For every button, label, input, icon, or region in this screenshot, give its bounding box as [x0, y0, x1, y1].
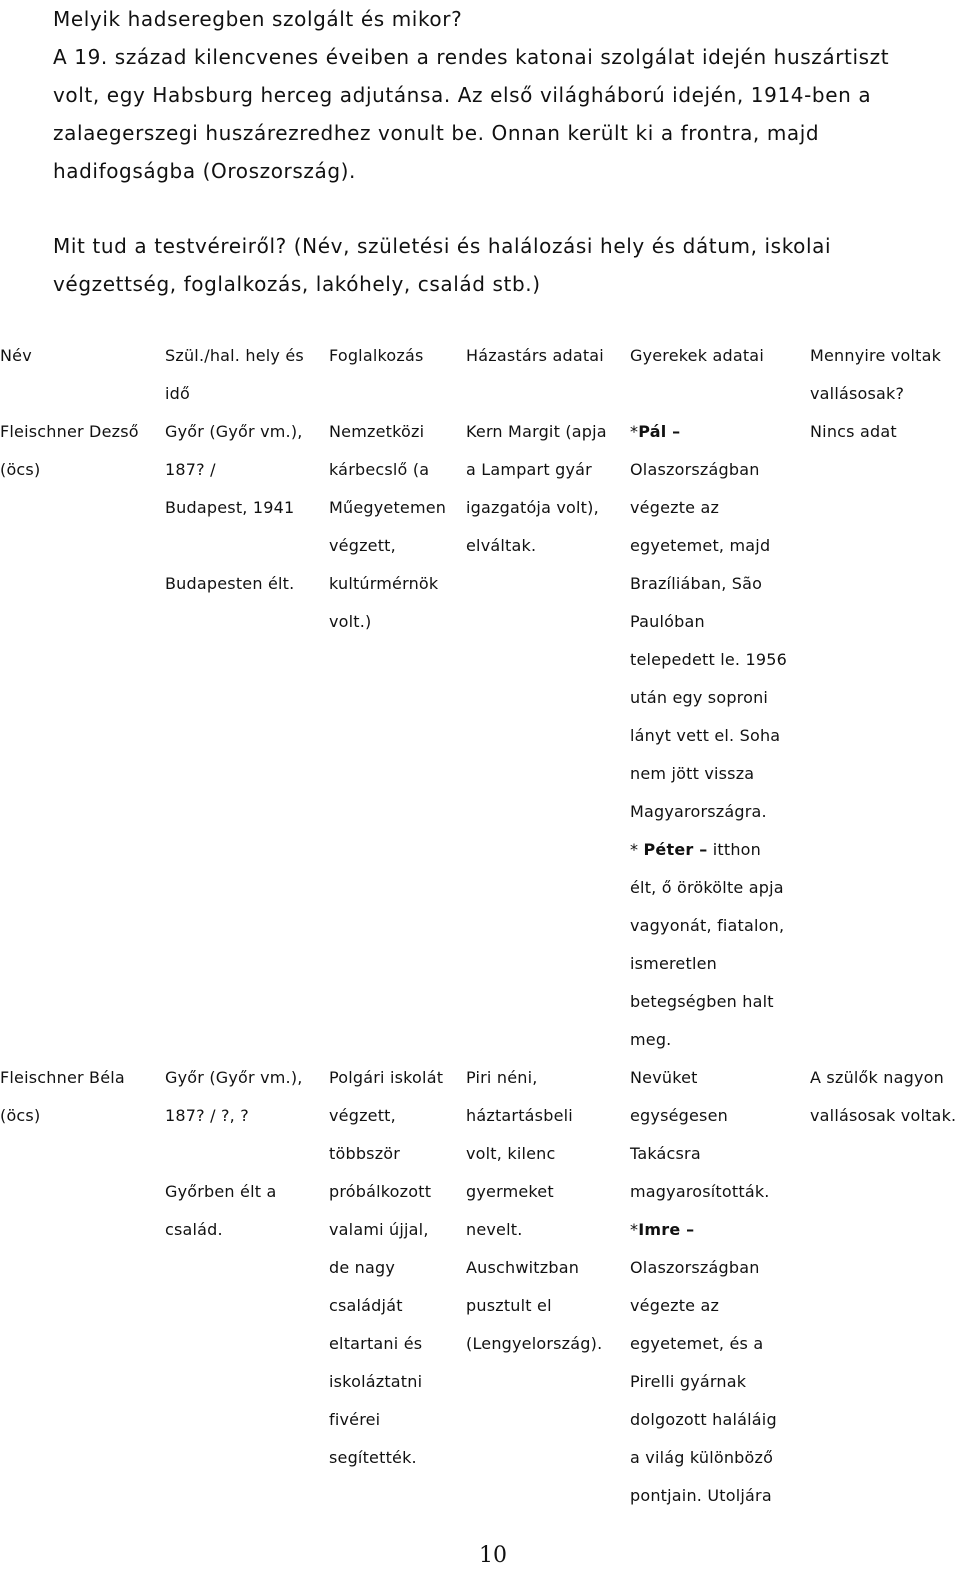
answer-line: zalaegerszegi huszárezredhez vonult be. Onnan került ki a frontra, majd [53, 121, 820, 145]
sibling-occupation: Nemzetközi kárbecslő (a Műegyetemen végzett, kultúrmérnök volt.) [329, 422, 447, 631]
header-religion: Mennyire voltak vallásosak? [810, 346, 942, 403]
sibling-spouse: Kern Margit (apja a Lampart gyár igazgatója volt), elváltak. [466, 422, 607, 555]
question-siblings: végzettség, foglalkozás, lakóhely, család stb.) [53, 272, 541, 296]
child-entry-pal: *Pál – [630, 422, 681, 441]
child-entry-imre: *Imre – [630, 1220, 695, 1239]
answer-line: hadifogságba (Oroszország). [53, 159, 357, 183]
header-children: Gyerekek adatai [630, 346, 764, 365]
sibling-name: Fleischner Béla (öcs) [0, 1068, 125, 1125]
question-military-service: Melyik hadseregben szolgált és mikor? [53, 7, 463, 31]
sibling-name: Fleischner Dezső (öcs) [0, 422, 139, 479]
sibling-birth: Győr (Győr vm.), 187? / Budapest, 1941 Budapesten élt. [165, 422, 303, 593]
sibling-children: Nevüket egységesen Takácsra magyarosították. *Imre – Olaszországban végezte az egyetemet, és a Pirelli gyárnak dolgozott haláláig a világ különböző pontjain. Utoljára [630, 1068, 777, 1505]
child-entry-peter: * Péter – itthon [630, 840, 762, 859]
sibling-religion: A szülők nagyon vallásosak voltak. [810, 1068, 957, 1125]
sibling-birth: Győr (Győr vm.), 187? / ?, ? Győrben élt a család. [165, 1068, 303, 1239]
header-birth: Szül./hal. hely és idő [165, 346, 304, 403]
sibling-occupation: Polgári iskolát végzett, többször próbálkozott valami újjal, de nagy családját eltartani és iskoláztatni fivérei segítették. [329, 1068, 444, 1467]
sibling-spouse: Piri néni, háztartásbeli volt, kilenc gyermeket nevelt. Auschwitzban pusztult el (Lengyelország). [466, 1068, 603, 1353]
intro-section [53, 0, 943, 303]
child-name: Imre – [638, 1220, 695, 1239]
header-name: Név [0, 346, 32, 365]
child-name: Péter – [643, 840, 708, 859]
header-spouse: Házastárs adatai [466, 346, 604, 365]
sibling-children: *Pál – Olaszországban végezte az egyetemet, majd Brazíliában, São Paulóban telepedett le. 1956 után egy soproni lányt vett el. Soha nem jött vissza Magyarországra. * Péter – itthon élt, ő örökölte apja vagyonát, fiatalon, ismeretlen betegségben halt meg. [630, 413, 787, 1059]
answer-line: A 19. század kilencvenes éveiben a rendes katonai szolgálat idején huszártiszt [53, 45, 890, 69]
answer-line: volt, egy Habsburg herceg adjutánsa. Az első világháború idején, 1914-ben a [53, 83, 872, 107]
page-number: 10 [479, 1543, 507, 1568]
header-occupation: Foglalkozás [329, 346, 424, 365]
sibling-religion: Nincs adat [810, 422, 897, 441]
child-name: Pál – [638, 422, 681, 441]
question-siblings: Mit tud a testvéreiről? (Név, születési és halálozási hely és dátum, iskolai [53, 234, 832, 258]
